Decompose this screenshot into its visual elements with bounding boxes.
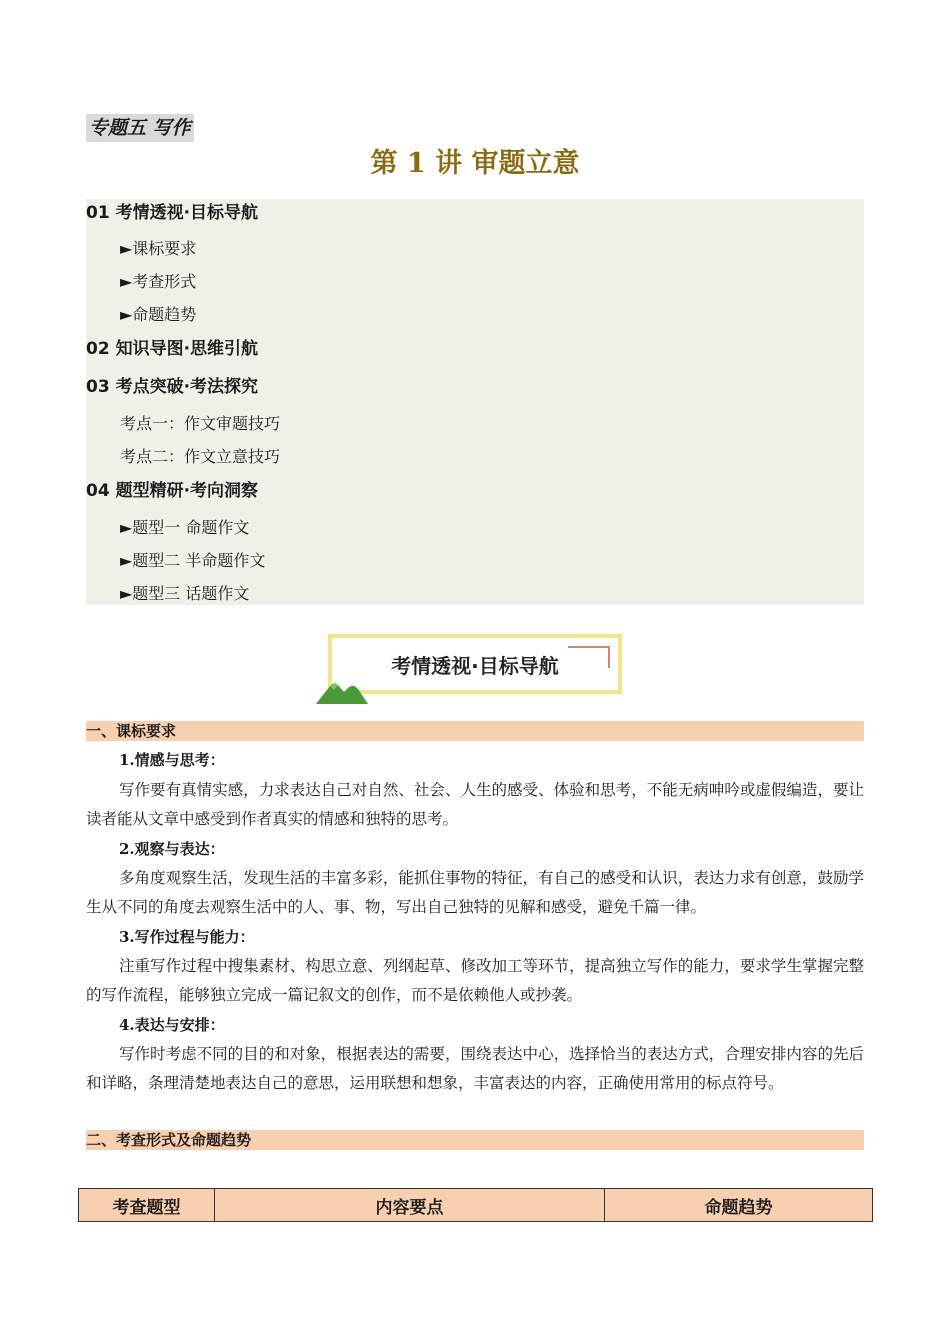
paragraph: 注重写作过程中搜集素材、构思立意、列纲起草、修改加工等环节，提高独立写作的能力，要求学生掌握完整的写作流程，能够独立完成一篇记叙文的创作，而不是依赖他人或抄袭。 [86, 957, 864, 1004]
table-header-cell: 考查题型 [79, 1189, 215, 1222]
toc-heading[interactable]: 03 考点突破·考法探究 [86, 377, 259, 397]
toc-heading[interactable]: 04 题型精研·考向洞察 [86, 481, 259, 501]
toc-item[interactable]: 考点一：作文审题技巧 [120, 414, 281, 433]
section-heading: 一、课标要求 [86, 721, 864, 741]
table-header-row [79, 1189, 873, 1222]
mountain-icon [316, 676, 368, 704]
toc-item[interactable]: 考点二：作文立意技巧 [120, 447, 281, 466]
toc-item[interactable]: ►考查形式 [120, 272, 197, 291]
paragraph: 写作时考虑不同的目的和对象，根据表达的需要，围绕表达中心，选择恰当的表达方式，合理安排内容的先后和详略，条理清楚地表达自己的意思，运用联想和想象，丰富表达的内容，正确使用常用的标点符号。 [86, 1045, 864, 1092]
toc-heading[interactable]: 01 考情透视·目标导航 [86, 203, 259, 223]
subsection-title: 3.写作过程与能力： [119, 928, 255, 946]
toc-heading[interactable]: 02 知识导图·思维引航 [86, 339, 259, 359]
lecture-title: 第 1 讲 审题立意 [370, 148, 580, 179]
banner-text: 考情透视·目标导航 [391, 654, 559, 678]
table-of-contents [86, 199, 864, 605]
topic-label: 专题五 写作 [86, 114, 194, 142]
table-header-cell: 命题趋势 [605, 1189, 873, 1222]
subsection-title: 1.情感与思考： [119, 751, 225, 769]
toc-item[interactable]: ►题型三 话题作文 [120, 584, 250, 603]
toc-item[interactable]: ►题型一 命题作文 [120, 518, 250, 537]
banner-accent-line [568, 646, 610, 648]
toc-item[interactable]: ►课标要求 [120, 239, 197, 258]
table-header-cell: 内容要点 [215, 1189, 605, 1222]
paragraph: 写作要有真情实感，力求表达自己对自然、社会、人生的感受、体验和思考，不能无病呻吟或虚假编造，要让读者能从文章中感受到作者真实的情感和独特的思考。 [86, 781, 864, 828]
exam-form-table [78, 1188, 873, 1222]
section-banner [328, 634, 622, 694]
subsection-title: 2.观察与表达： [119, 840, 225, 858]
paragraph: 多角度观察生活，发现生活的丰富多彩，能抓住事物的特征，有自己的感受和认识，表达力求有创意，鼓励学生从不同的角度去观察生活中的人、事、物，写出自己独特的见解和感受，避免千篇一律。 [86, 869, 864, 916]
subsection-title: 4.表达与安排： [119, 1016, 225, 1034]
section-heading: 二、考查形式及命题趋势 [86, 1130, 864, 1150]
toc-item[interactable]: ►命题趋势 [120, 305, 197, 324]
toc-item[interactable]: ►题型二 半命题作文 [120, 551, 266, 570]
